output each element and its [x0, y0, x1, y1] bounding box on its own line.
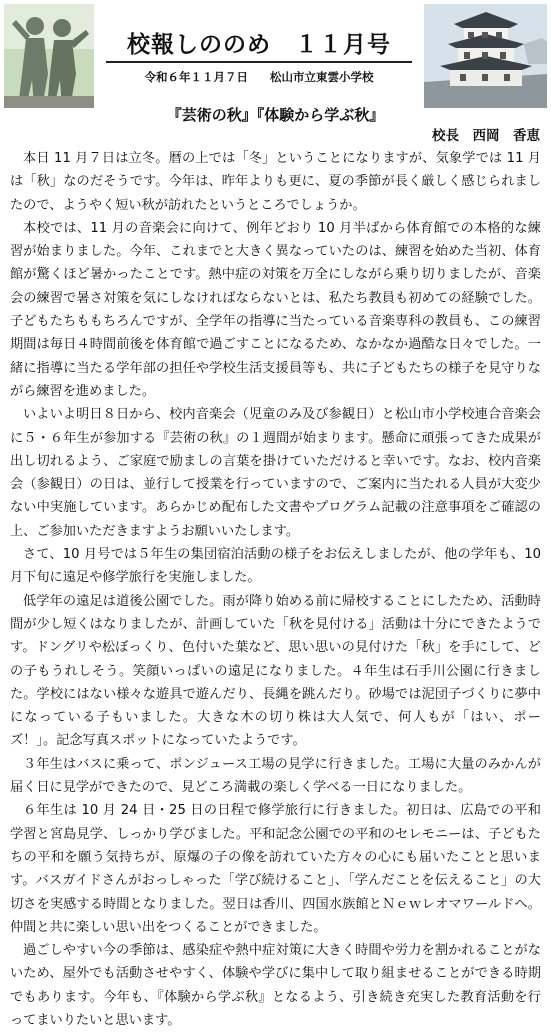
- paragraph: 本日 11 月７日は立冬。暦の上では「冬」ということになりますが、気象学では 11 月は「秋」なのだそうです。今年は、昨年よりも更に、夏の季節が長く厳しく感じられましたので、ようやく短い秋が訪れたというところでしょうか。: [10, 151, 541, 213]
- statue-photo: [4, 4, 94, 108]
- page-header: [0, 0, 551, 108]
- paragraph: 低学年の遠足は道後公園でした。雨が降り始める前に帰校することにしたため、活動時間が少し短くはなりましたが、計画していた「秋を見付ける」活動は十分にできたようです。ドングリや松ぼっくり、色付いた葉など、思い思いの見付けた「秋」を手にして、どの子もうれしそう。笑顔いっぱいの遠足になりました。４年生は石手川公園に行きました。学校にはない様々な遊具で遊んだり、長縄を跳んだり。砂場では泥団子づくりに夢中になっている子もいました。大きな木の切り株は大人気で、何人もが「はい、ポーズ！」。記念写真スポットになっていたようです。: [10, 593, 541, 749]
- school-name: 松山市立東雲小学校: [270, 70, 374, 84]
- paragraph: ３年生はバスに乗って、ポンジュース工場の見学に行きました。工場に大量のみかんが届く日に見学ができたので、見どころ満載の楽しく学べる一日になりました。: [10, 756, 541, 796]
- issue-info: [98, 69, 420, 85]
- paragraph: さて、10 月号では５年生の集団宿泊活動の様子をお伝えしましたが、他の学年も、10 月下旬に遠足や修学旅行を実施しました。: [10, 547, 541, 586]
- title-divider: [106, 61, 412, 63]
- castle-photo: [424, 4, 547, 108]
- paragraph: 過ごしやすい今の季節は、感染症や熱中症対策に大きく時間や労力を割かれることがないため、屋外でも活動させやすく、体験や学びに集中して取り組ませることができる時期でもあります。今年も、『体験から学ぶ秋』となるよう、引き続き充実した教育活動を行ってまいりたいと思います。: [10, 943, 541, 1028]
- article-subtitle: 『芸術の秋』『体験から学ぶ秋』: [166, 106, 385, 124]
- paragraph: いよいよ明日８日から、校内音楽会（児童のみ及び参観日）と松山市小学校連合音楽会に５・６年生が参加する『芸術の秋』の１週間が始まります。懸命に頑張ってきた成果が出し切れるよう、ご家庭で励ましの言葉を掛けていただけると幸いです。なお、校内音楽会（参観日）の日は、並行して授業を行っていますので、ご案内に当たれる人員が大変少ない中実施しています。あらかじめ配布した文書やプログラム記載の注意事項をご確認の上、ご参加いただきますようお願いいたします。: [10, 407, 541, 539]
- castle-image: [424, 4, 547, 108]
- paragraph: 本校では、11 月の音楽会に向けて、例年どおり 10 月半ばから体育館での本格的な練習が始まりました。今年、これまでと大きく異なっていたのは、練習を始めた当初、体育館が驚くほど暑かったことです。熱中症の対策を万全にしながら乗り切りましたが、音楽会の練習で暑さ対策を気にしなければならないとは、私たち教員も初めての経験でした。子どもたちももちろんですが、全学年の指導に当たっている音楽専科の教員も、この練習期間は毎日４時間前後を体育館で過ごすことになるため、なかなか過酷な日々でした。一緒に指導に当たる学年部の担任や学校生活支援員等も、共に子どもたちの様子を見守りながら練習を進めました。: [10, 220, 541, 399]
- children-statue-image: [4, 4, 94, 108]
- article-body: [10, 147, 541, 1032]
- paragraph: ６年生は 10 月 24 日・25 日の日程で修学旅行に行きました。初日は、広島での平和学習と宮島見学、しっかり学びました。平和記念公園での平和のセレモニーは、子どもたちの平和を願う気持ちが、原爆の子の像を訪れていた方々の心にも届いたことと思います。バスガイドさんがおっしゃった「学び続けること」、「学んだことを伝えること」の大切さを実感する時間となりました。翌日は香川、四国水族館とＮｅｗレオマワールドへ。仲間と共に楽しい思い出をつくることができました。: [10, 803, 541, 935]
- article-author: 校長 西岡 香恵: [432, 128, 540, 144]
- newsletter-title: 校報しののめ １１月号: [127, 32, 391, 58]
- masthead: [98, 14, 420, 88]
- issue-date: 令和６年１１月７日: [144, 70, 248, 84]
